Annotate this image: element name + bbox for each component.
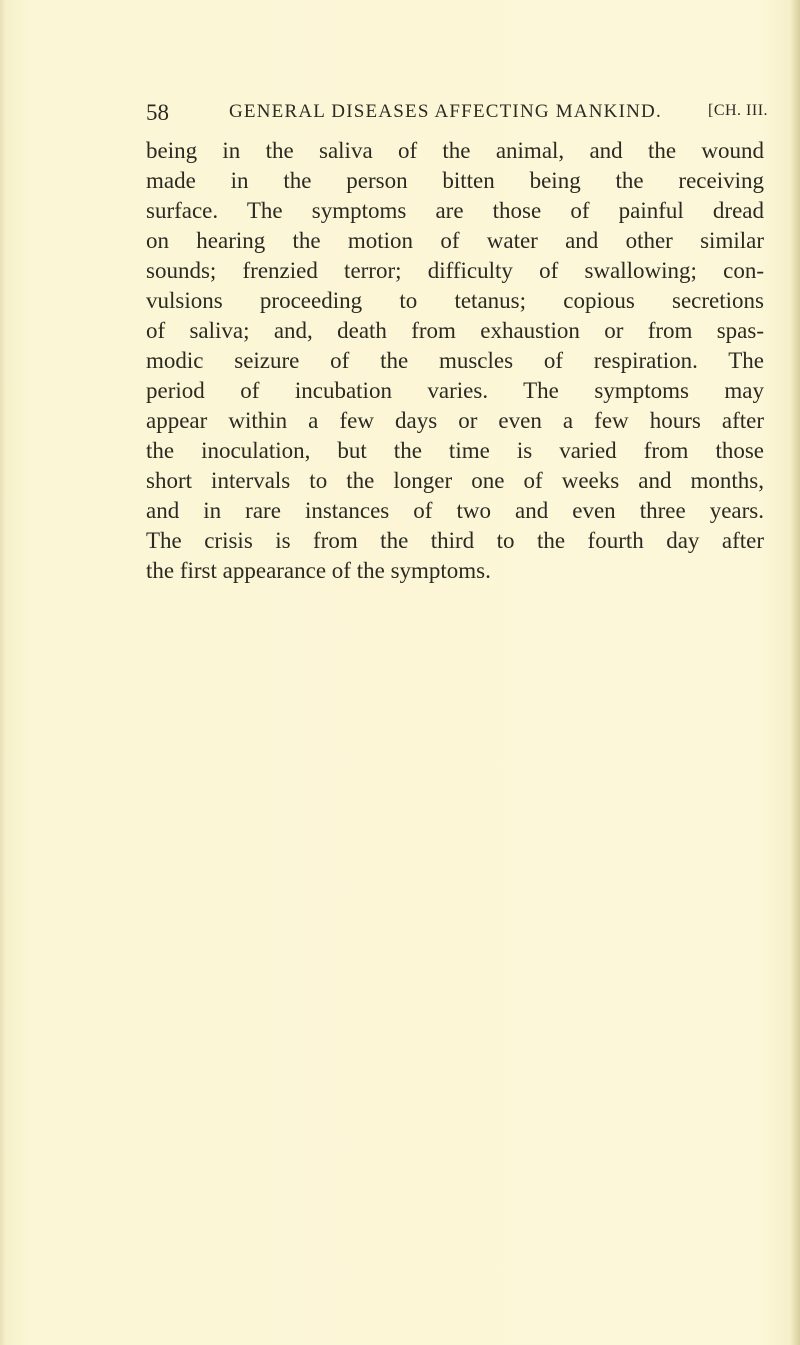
- page-edge-left: [0, 0, 6, 1345]
- text-line: the first appearance of the symptoms.: [146, 558, 491, 583]
- body-paragraph: [146, 136, 764, 586]
- text-line: on hearing the motion of water and other similar: [146, 228, 764, 253]
- running-title: GENERAL DISEASES AFFECTING MANKIND.: [229, 101, 662, 122]
- page-number: 58: [146, 100, 169, 125]
- chapter-reference: [CH. III.: [708, 102, 769, 119]
- running-head: [146, 100, 769, 130]
- page-edge-right: [790, 0, 800, 1345]
- text-line: appear within a few days or even a few hours after: [146, 408, 764, 433]
- text-line: sounds; frenzied terror; difficulty of swallowing; con-: [146, 258, 764, 283]
- text-line: The crisis is from the third to the fourth day after: [146, 528, 764, 553]
- text-line: made in the person bitten being the receiving: [146, 168, 764, 193]
- text-line: short intervals to the longer one of weeks and months,: [146, 468, 764, 493]
- text-line: modic seizure of the muscles of respiration. The: [146, 348, 764, 373]
- text-line: and in rare instances of two and even three years.: [146, 498, 764, 523]
- text-line: vulsions proceeding to tetanus; copious secretions: [146, 288, 764, 313]
- text-line: of saliva; and, death from exhaustion or from spas-: [146, 318, 764, 343]
- text-line: being in the saliva of the animal, and the wound: [146, 138, 764, 163]
- text-line: the inoculation, but the time is varied from those: [146, 438, 764, 463]
- text-line: period of incubation varies. The symptoms may: [146, 378, 764, 403]
- text-line: surface. The symptoms are those of painful dread: [146, 198, 764, 223]
